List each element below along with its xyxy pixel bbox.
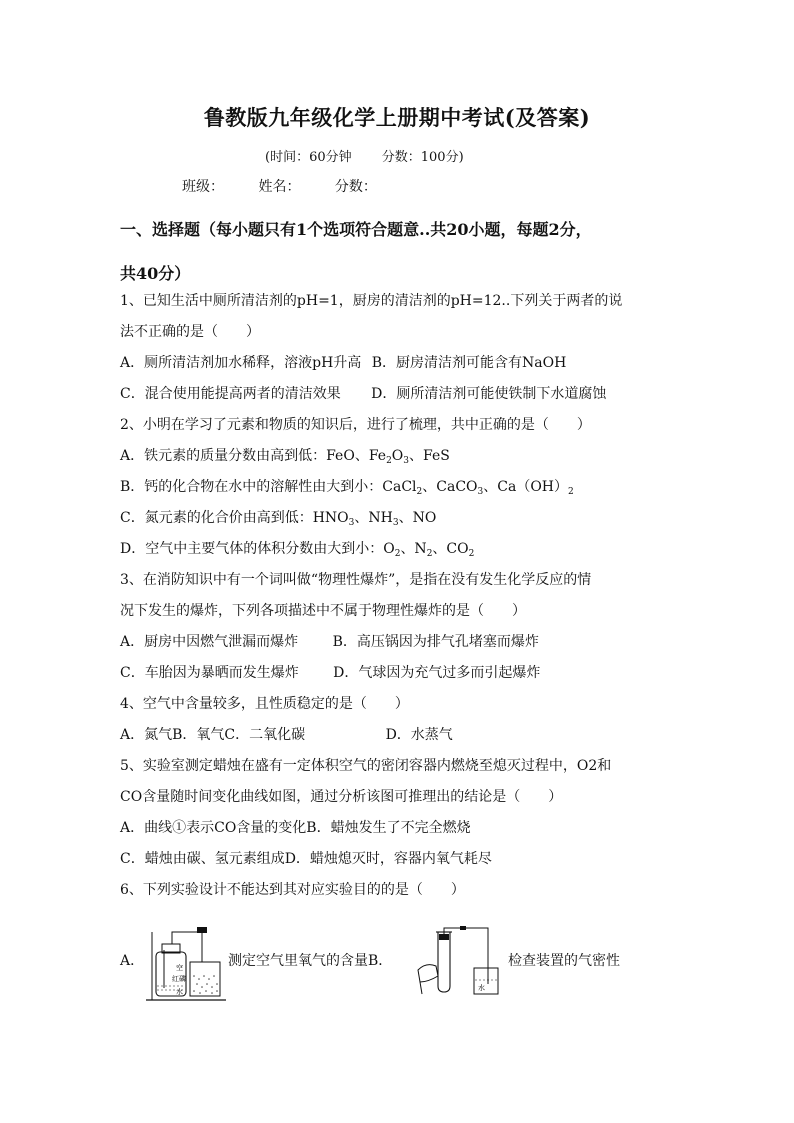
q2-option-b: B．钙的化合物在水中的溶解性由大到小：CaCl$_2$、CaCO$_3$、$Ca(OH)_2$ [120, 479, 574, 497]
q2-option-d: D．空气中主要气体的体积分数由大到小：$O_2$、$N_2$、$CO_2$ [120, 541, 475, 559]
airtightness-apparatus [408, 926, 500, 998]
q1-options-ab [120, 348, 680, 379]
q3-stem: 况下发生的爆炸，下列各项描述中不属于物理性爆炸的是（ ） [120, 603, 526, 619]
q1-option-d: D．厕所清洁剂可能使铁制下水道腐蚀 [371, 386, 607, 402]
q1-option-a: A．厕所清洁剂加水稀释，溶液pH升高 [120, 355, 362, 371]
oxygen-measure-apparatus [142, 912, 230, 1004]
q4-stem: 4、空气中含量较多，且性质稳定的是（ ） [120, 696, 409, 712]
q6-option-a-text: 测定空气里氧气的含量B． [228, 953, 393, 969]
q5-options-ab: A．曲线①表示CO含量的变化B．蜡烛发生了不完全燃烧 [120, 820, 471, 836]
page-title: 鲁教版九年级化学上册期中考试(及答案) [203, 105, 591, 130]
q3-options-cd [120, 658, 680, 689]
q3-stem: 3、在消防知识中有一个词叫做“物理性爆炸”，是指在没有发生化学反应的情 [120, 572, 592, 588]
q5-options-cd: C．蜡烛由碳、氢元素组成D．蜡烛熄灭时，容器内氧气耗尽 [120, 851, 492, 867]
q4-options [120, 720, 680, 751]
exam-score: 分数：100分) [381, 150, 464, 165]
q2-stem: 2、小明在学习了元素和物质的知识后，进行了梳理，共中正确的是（ ） [120, 417, 591, 433]
q5-stem: 5、实验室测定蜡烛在盛有一定体积空气的密闭容器内燃烧至熄灭过程中，O2和 [120, 758, 612, 774]
q4-option-abc: A．氮气B．氧气C．二氧化碳 [120, 727, 306, 743]
q6-stem: 6、下列实验设计不能达到其对应实验目的的是（ ） [120, 882, 465, 898]
q3-options-ab [120, 627, 680, 658]
q6-option-b-text: 检查装置的气密性 [508, 953, 620, 969]
q3-option-b: B．高压锅因为排气孔堵塞而爆炸 [332, 634, 539, 650]
score-label: 分数： [334, 179, 377, 195]
q5-stem: CO含量随时间变化曲线如图，通过分析该图可推理出的结论是（ ） [120, 789, 563, 805]
apparatus-label-phosphorus: 红磷 [172, 975, 186, 983]
apparatus-label-water: 水 [176, 988, 183, 996]
class-label: 班级： [182, 179, 224, 195]
apparatus-label-air: 空 [176, 964, 183, 972]
apparatus-label-water: 水 [478, 984, 485, 992]
q3-option-a: A．厨房中因燃气泄漏而爆炸 [120, 634, 299, 650]
q3-option-c: C．车胎因为暴晒而发生爆炸 [120, 665, 299, 681]
q2-option-a: A．铁元素的质量分数由高到低：FeO、$Fe_2O_3$、FeS [120, 448, 450, 466]
q3-option-d: D．气球因为充气过多而引起爆炸 [333, 665, 541, 681]
q1-options-cd [120, 379, 680, 410]
name-label: 姓名： [258, 179, 301, 195]
question-list [120, 286, 680, 906]
q1-option-c: C．混合使用能提高两者的清洁效果 [120, 386, 341, 402]
q6-option-a-label: A． [120, 953, 145, 969]
q1-stem: 1、已知生活中厕所清洁剂的pH=1，厨房的清洁剂的pH=12..下列关于两者的说 [120, 293, 623, 309]
section-heading: 一、选择题（每小题只有1个选项符合题意..共20小题，每题2分， 共40分） [120, 220, 592, 283]
q1-option-b: B．厨房清洁剂可能含有NaOH [371, 355, 567, 371]
exam-meta [265, 146, 490, 165]
student-info [182, 176, 407, 196]
q4-option-d: D．水蒸气 [385, 727, 453, 743]
q6-options [120, 912, 680, 1007]
exam-time: (时间：60分钟 [265, 150, 352, 165]
q2-option-c: C．氮元素的化合价由高到低：$HNO_3$、$NH_3$、NO [120, 510, 437, 528]
q1-stem: 法不正确的是（ ） [120, 324, 260, 340]
